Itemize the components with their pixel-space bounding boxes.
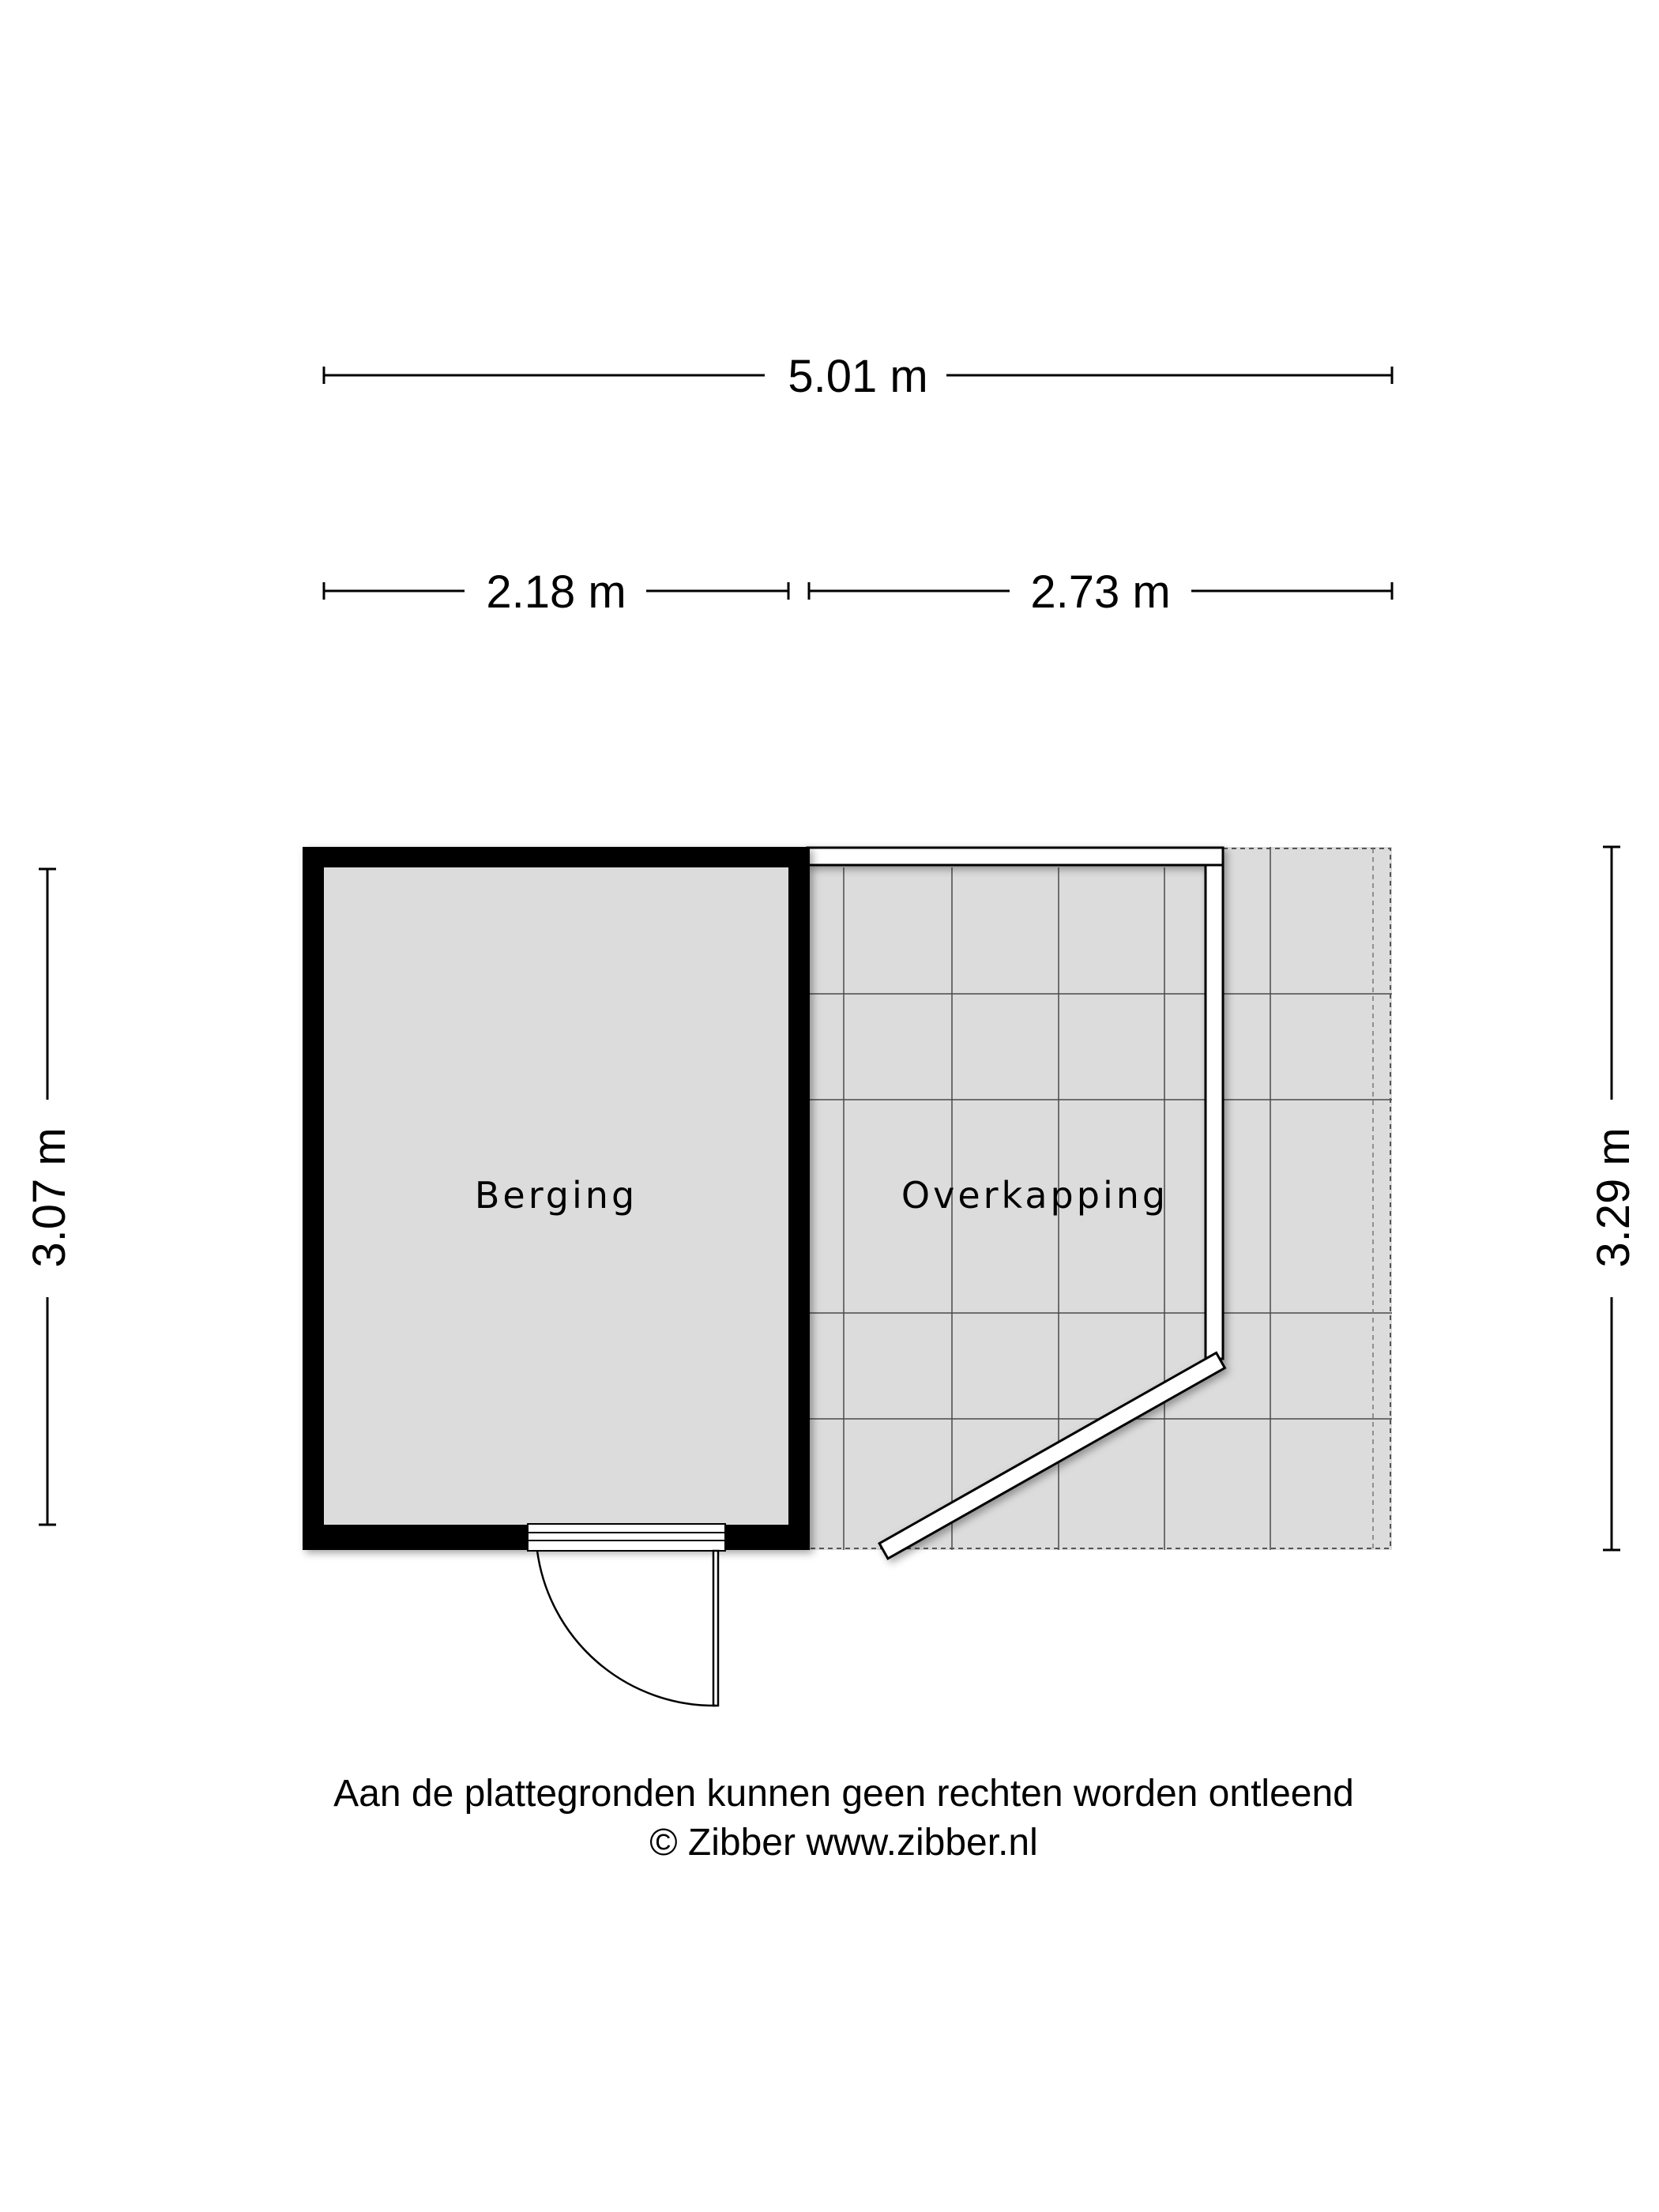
copyright-text: © Zibber www.zibber.nl	[649, 1822, 1038, 1864]
dimension-label-left-width: 2.18 m	[486, 566, 626, 618]
dimension-right-width	[809, 566, 1392, 618]
door-swing-arc	[537, 1551, 716, 1706]
dimension-label-right-width: 2.73 m	[1030, 566, 1171, 618]
dimension-right-height	[1588, 847, 1639, 1550]
dimension-label-total-width: 5.01 m	[788, 351, 928, 402]
room-label-overkapping: Overkapping	[901, 1174, 1169, 1217]
dimension-left-height	[24, 869, 75, 1525]
room-label-berging: Berging	[474, 1174, 638, 1217]
door-leaf	[713, 1551, 718, 1706]
frame-right-wall	[1206, 865, 1223, 1359]
dimension-label-left-height: 3.07 m	[24, 1127, 75, 1268]
frame-top-wall	[807, 848, 1223, 865]
dimension-total-width	[324, 351, 1392, 402]
dimension-left-width	[324, 566, 788, 618]
door-opening	[528, 1524, 725, 1551]
dimension-label-right-height: 3.29 m	[1588, 1127, 1639, 1268]
door	[537, 1551, 718, 1706]
disclaimer-text: Aan de plattegronden kunnen geen rechten worden ontleend	[333, 1773, 1354, 1815]
